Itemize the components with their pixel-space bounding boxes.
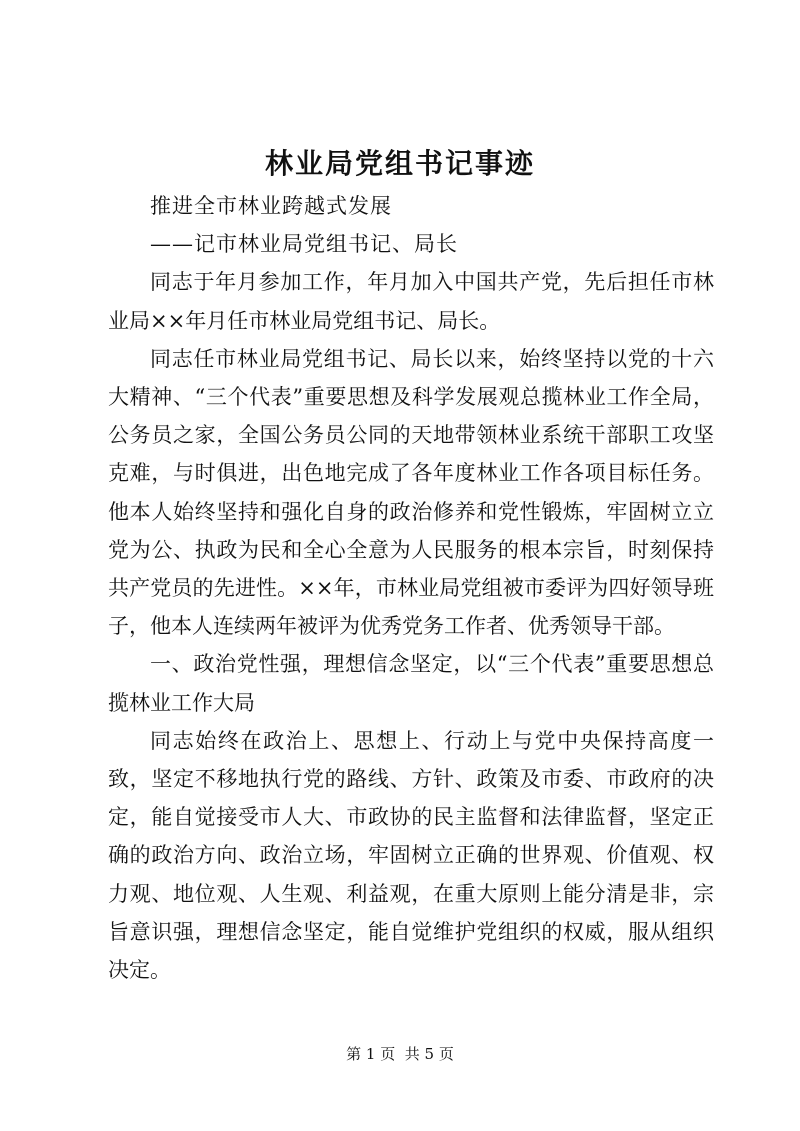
document-body xyxy=(108,187,714,989)
document-subtitle: 推进全市林业跨越式发展 xyxy=(150,194,392,218)
document-title: 林业局党组书记事迹 xyxy=(264,147,535,180)
page-number: 第 1 页 共 5 页 xyxy=(346,1045,454,1063)
document-byline: ——记市林业局党组书记、局长 xyxy=(150,232,458,257)
paragraph-summary: 同志任市林业局党组书记、局长以来，始终坚持以党的十六大精神、“三个代表”重要思想及科学发展观总揽林业工作全局，公务员之家，全国公务员公同的天地带领林业系统干部职工攻坚克难，与时俱进，出色地完成了各年度林业工作各项目标任务。他本人始终坚持和强化自身的政治修养和党性锻炼，牢固树立立党为公、执政为民和全心全意为人民服务的根本宗旨，时刻保持共产党员的先进性。××年，市林业局党组被市委评为四好领导班子，他本人连续两年被评为优秀党务工作者、优秀领导干部。 xyxy=(108,346,714,639)
paragraph-intro: 同志于年月参加工作，年月加入中国共产党，先后担任市林业局××年月任市林业局党组书记、局长。 xyxy=(108,270,714,333)
page-footer xyxy=(0,1044,800,1064)
section-heading-1: 一、政治党性强，理想信念坚定，以“三个代表”重要思想总揽林业工作大局 xyxy=(108,652,714,715)
paragraph-section-1: 同志始终在政治上、思想上、行动上与党中央保持高度一致，坚定不移地执行党的路线、方针、政策及市委、市政府的决定，能自觉接受市人大、市政协的民主监督和法律监督，坚定正确的政治方向、政治立场，牢固树立正确的世界观、价值观、权力观、地位观、人生观、利益观，在重大原则上能分清是非，宗旨意识强，理想信念坚定，能自觉维护党组织的权威，服从组织决定。 xyxy=(108,728,714,983)
